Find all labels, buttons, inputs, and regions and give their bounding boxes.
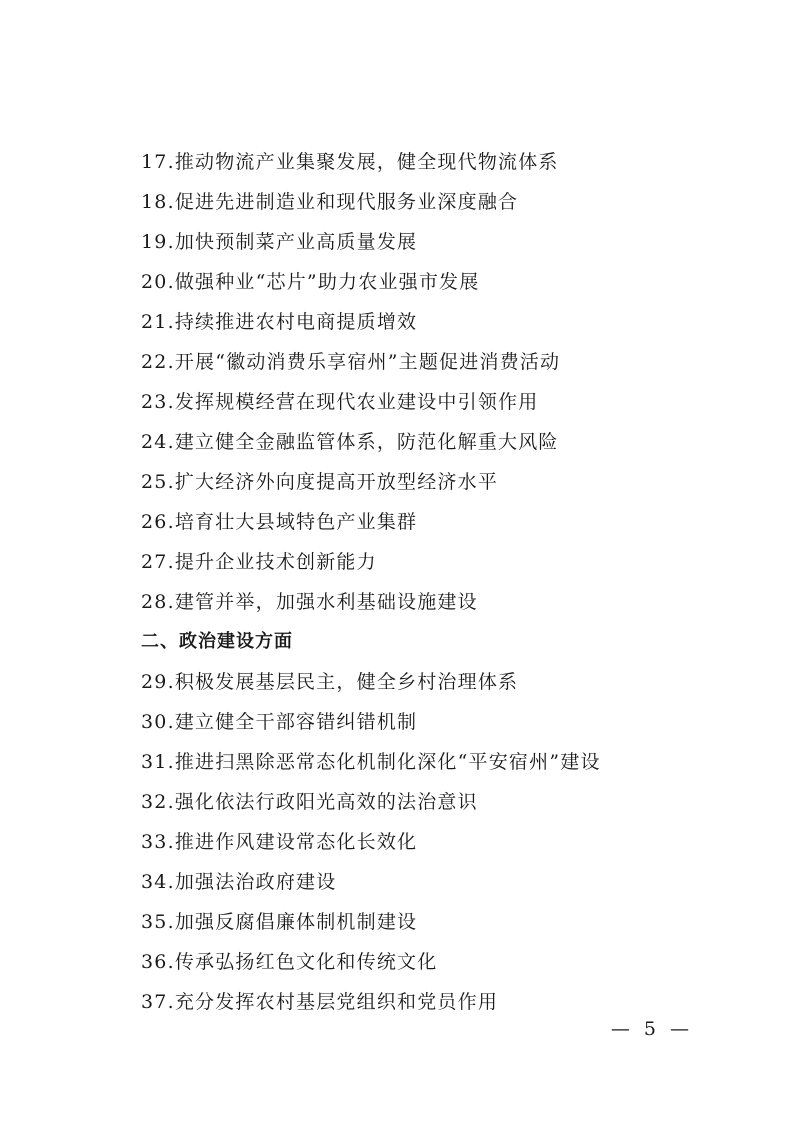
list-item: 35.加强反腐倡廉体制机制建设 bbox=[141, 911, 418, 933]
page-number: — 5 — bbox=[610, 1018, 693, 1040]
section-heading: 二、政治建设方面 bbox=[141, 631, 293, 652]
list-item: 21.持续推进农村电商提质增效 bbox=[141, 311, 418, 333]
list-item: 17.推动物流产业集聚发展，健全现代物流体系 bbox=[141, 151, 559, 173]
list-item: 30.建立健全干部容错纠错机制 bbox=[141, 711, 418, 733]
list-item: 36.传承弘扬红色文化和传统文化 bbox=[141, 951, 438, 973]
list-item: 32.强化依法行政阳光高效的法治意识 bbox=[141, 791, 478, 813]
list-item: 33.推进作风建设常态化长效化 bbox=[141, 831, 418, 853]
list-item: 28.建管并举，加强水利基础设施建设 bbox=[141, 591, 478, 613]
list-item: 25.扩大经济外向度提高开放型经济水平 bbox=[141, 471, 499, 493]
topic-list bbox=[141, 142, 701, 1022]
list-item: 22.开展“徽动消费乐享宿州”主题促进消费活动 bbox=[141, 351, 561, 373]
list-item: 26.培育壮大县域特色产业集群 bbox=[141, 511, 418, 533]
list-item: 19.加快预制菜产业高质量发展 bbox=[141, 231, 418, 253]
list-item: 18.促进先进制造业和现代服务业深度融合 bbox=[141, 191, 519, 213]
list-item: 31.推进扫黑除恶常态化机制化深化“平安宿州”建设 bbox=[141, 751, 601, 773]
list-item: 29.积极发展基层民主，健全乡村治理体系 bbox=[141, 671, 519, 693]
list-item: 24.建立健全金融监管体系，防范化解重大风险 bbox=[141, 431, 559, 453]
list-item: 27.提升企业技术创新能力 bbox=[141, 551, 377, 573]
list-item: 34.加强法治政府建设 bbox=[141, 871, 337, 893]
list-item: 37.充分发挥农村基层党组织和党员作用 bbox=[141, 991, 499, 1013]
list-item: 23.发挥规模经营在现代农业建设中引领作用 bbox=[141, 391, 539, 413]
list-item: 20.做强种业“芯片”助力农业强市发展 bbox=[141, 271, 480, 293]
